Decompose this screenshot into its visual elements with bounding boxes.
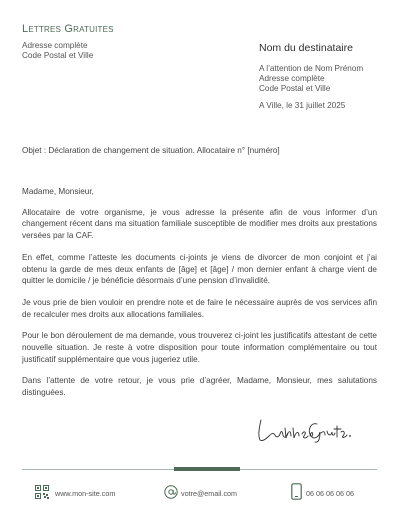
recipient-address-block [259,64,363,94]
recipient-postal-city: Code Postal et Ville [259,84,331,93]
handwritten-signature [255,416,355,444]
letter-paragraph: Allocataire de votre organisme, je vous adresse la présente afin de vous informer d’un changement récent dans ma situation familiale susceptible de modifier mes droits aux prestations versées par la CAF. [22,207,377,241]
letter-subject: Objet : Déclaration de changement de situation. Allocataire n° [numéro] [22,146,280,155]
recipient-address: Adresse complète [259,74,325,83]
sender-address: Adresse complète [22,41,88,50]
at-sign-icon [164,485,178,499]
letter-paragraph: Pour le bon déroulement de ma demande, vous trouverez ci-joint les justificatifs attestant de cette nouvelle situation. Je reste à votre disposition pour toute information complémentaire ou tout justificatif supplémentaire que vous jugeriez utile. [22,331,377,364]
recipient-name: Nom du destinataire [259,42,353,54]
recipient-attention: A l’attention de Nom Prénom [259,64,364,73]
letter-paragraph: En effet, comme l’atteste les documents ci-joints je viens de divorcer de mon conjoint et j’ai obtenu la garde de mes deux enfants de [âge] et [âge] / mon dernier enfant à charge vient de quitter le domicile / je bénéficie désormais d’une pension d’invalidité. [22,252,377,286]
letter-greeting: Madame, Monsieur, [22,187,94,196]
brand-logo: Lettres Gratuites [22,23,114,35]
letter-paragraph: Dans l’attente de votre retour, je vous prie d’agréer, Madame, Monsieur, mes salutations distinguées. [22,376,377,398]
qr-code-icon [35,485,49,499]
footer-phone: 06 06 06 06 06 [306,489,354,498]
sender-address-block [22,41,93,61]
letter-date: A Ville, le 31 juillet 2025 [259,101,346,110]
footer-website-link[interactable]: www.mon-site.com [55,489,116,498]
letter-paragraph: Je vous prie de bien vouloir en prendre note et de faire le nécessaire auprès de vos services afin de recalculer mes droits aux allocations familiales. [22,297,377,319]
footer-email-link[interactable]: votre@email.com [181,489,238,498]
footer-accent-bar [174,467,240,471]
sender-postal-city: Code Postal et Ville [22,51,94,60]
smartphone-icon [291,483,302,500]
letter-body [22,186,377,409]
